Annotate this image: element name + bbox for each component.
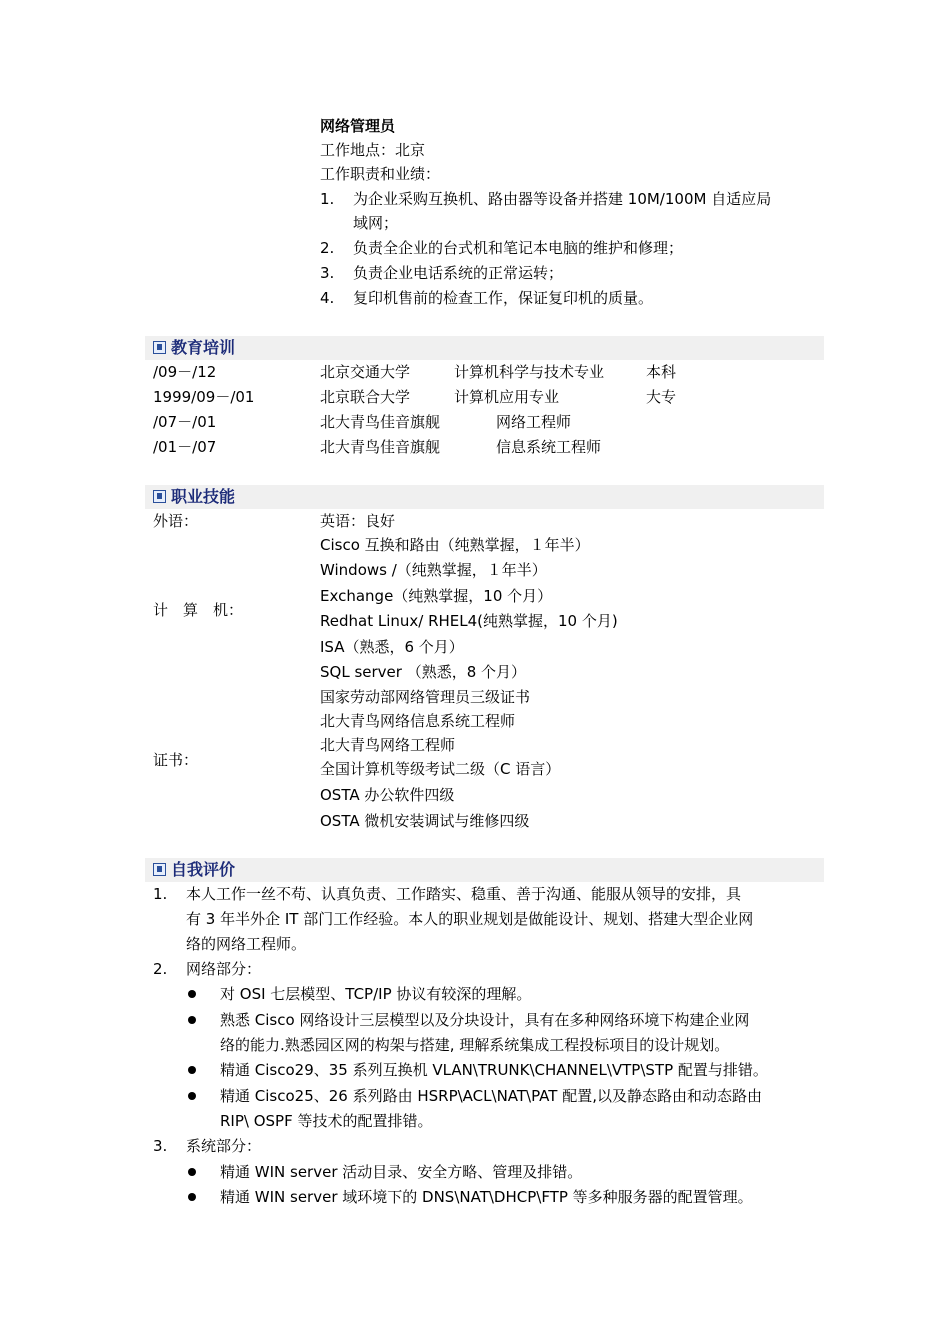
- edu-date: /07－/01: [153, 413, 217, 431]
- skill-label-certificates: 证书：: [153, 751, 199, 769]
- job-title: 网络管理员: [320, 117, 396, 135]
- duty-number: 4.: [320, 289, 335, 307]
- certificate-item: 国家劳动部网络管理员三级证书: [320, 688, 531, 706]
- section-header-self-evaluation: [145, 858, 824, 882]
- duty-number: 1.: [320, 190, 335, 208]
- skill-item: SQL server （熟悉，8 个月）: [320, 663, 527, 681]
- section-title: 自我评价: [171, 860, 236, 879]
- eval-number: 1.: [153, 885, 168, 903]
- bullet-text: 对 OSI 七层模型、TCP/IP 协议有较深的理解。: [220, 985, 532, 1003]
- skill-item: Redhat Linux/ RHEL4(纯熟掌握，10 个月): [320, 612, 618, 630]
- edu-major: 网络工程师: [496, 413, 572, 431]
- section-icon: [153, 341, 166, 354]
- eval-subheading: 网络部分：: [186, 960, 262, 978]
- section-header-skills: [145, 485, 824, 509]
- duty-text: 负责全企业的台式机和笔记本电脑的维护和修理；: [353, 239, 684, 257]
- skill-item: Exchange（纯熟掌握，10 个月）: [320, 587, 553, 605]
- bullet-icon: [188, 1168, 196, 1176]
- skill-language-value: 英语：良好: [320, 512, 396, 530]
- certificate-item: 北大青鸟网络信息系统工程师: [320, 712, 516, 730]
- section-icon: [153, 863, 166, 876]
- section-header-education: [145, 336, 824, 360]
- bullet-text: 络的能力.熟悉园区网的构架与搭建, 理解系统集成工程投标项目的设计规划。: [220, 1036, 730, 1054]
- skill-label-language: 外语：: [153, 512, 199, 530]
- edu-major: 信息系统工程师: [496, 438, 602, 456]
- section-icon: [153, 490, 166, 503]
- bullet-text: 精通 Cisco29、35 系列互换机 VLAN\TRUNK\CHANNEL\VTP\STP 配置与排错。: [220, 1061, 768, 1079]
- duty-text: 复印机售前的检查工作，保证复印机的质量。: [353, 289, 654, 307]
- edu-degree: 大专: [646, 388, 677, 406]
- certificate-item: 全国计算机等级考试二级（C 语言）: [320, 760, 561, 778]
- skill-item: Windows /（纯熟掌握，１年半）: [320, 561, 547, 579]
- duty-number: 2.: [320, 239, 335, 257]
- bullet-icon: [188, 1016, 196, 1024]
- duty-text: 为企业采购互换机、路由器等设备并搭建 10M/100M 自适应局: [353, 190, 772, 208]
- edu-degree: 本科: [646, 363, 677, 381]
- certificate-item: OSTA 微机安装调试与维修四级: [320, 812, 530, 830]
- bullet-text: RIP\ OSPF 等技术的配置排错。: [220, 1112, 433, 1130]
- edu-date: /09－/12: [153, 363, 217, 381]
- certificate-item: 北大青鸟网络工程师: [320, 736, 456, 754]
- eval-text: 本人工作一丝不苟、认真负责、工作踏实、稳重、善于沟通、能服从领导的安排，具: [186, 885, 742, 903]
- section-title: 教育培训: [171, 338, 236, 357]
- job-duties-label: 工作职责和业绩：: [320, 165, 441, 183]
- bullet-text: 熟悉 Cisco 网络设计三层模型以及分块设计，具有在多种网络环境下构建企业网: [220, 1011, 750, 1029]
- bullet-icon: [188, 1193, 196, 1201]
- edu-date: 1999/09－/01: [153, 388, 255, 406]
- bullet-text: 精通 WIN server 域环境下的 DNS\NAT\DHCP\FTP 等多种服务器的配置管理。: [220, 1188, 753, 1206]
- duty-number: 3.: [320, 264, 335, 282]
- skill-label-computer: 计 算 机：: [153, 601, 244, 619]
- eval-text: 有 3 年半外企 IT 部门工作经验。本人的职业规划是做能设计、规划、搭建大型企业网: [186, 910, 754, 928]
- edu-school: 北大青鸟佳音旗舰: [320, 413, 441, 431]
- eval-subheading: 系统部分：: [186, 1137, 262, 1155]
- edu-school: 北大青鸟佳音旗舰: [320, 438, 441, 456]
- edu-school: 北京交通大学: [320, 363, 411, 381]
- duty-text: 域网；: [353, 214, 399, 232]
- bullet-icon: [188, 1066, 196, 1074]
- job-location: 工作地点：北京: [320, 141, 426, 159]
- skill-item: Cisco 互换和路由（纯熟掌握，１年半）: [320, 536, 590, 554]
- bullet-text: 精通 Cisco25、26 系列路由 HSRP\ACL\NAT\PAT 配置,以及静态路由和动态路由: [220, 1087, 762, 1105]
- eval-number: 3.: [153, 1137, 168, 1155]
- edu-school: 北京联合大学: [320, 388, 411, 406]
- duty-text: 负责企业电话系统的正常运转；: [353, 264, 564, 282]
- eval-number: 2.: [153, 960, 168, 978]
- bullet-text: 精通 WIN server 活动目录、安全方略、管理及排错。: [220, 1163, 583, 1181]
- edu-major: 计算机科学与技术专业: [454, 363, 605, 381]
- eval-text: 络的网络工程师。: [186, 935, 307, 953]
- section-title: 职业技能: [171, 487, 236, 506]
- edu-major: 计算机应用专业: [454, 388, 560, 406]
- certificate-item: OSTA 办公软件四级: [320, 786, 455, 804]
- bullet-icon: [188, 990, 196, 998]
- bullet-icon: [188, 1092, 196, 1100]
- skill-item: ISA（熟悉，6 个月）: [320, 638, 464, 656]
- edu-date: /01－/07: [153, 438, 217, 456]
